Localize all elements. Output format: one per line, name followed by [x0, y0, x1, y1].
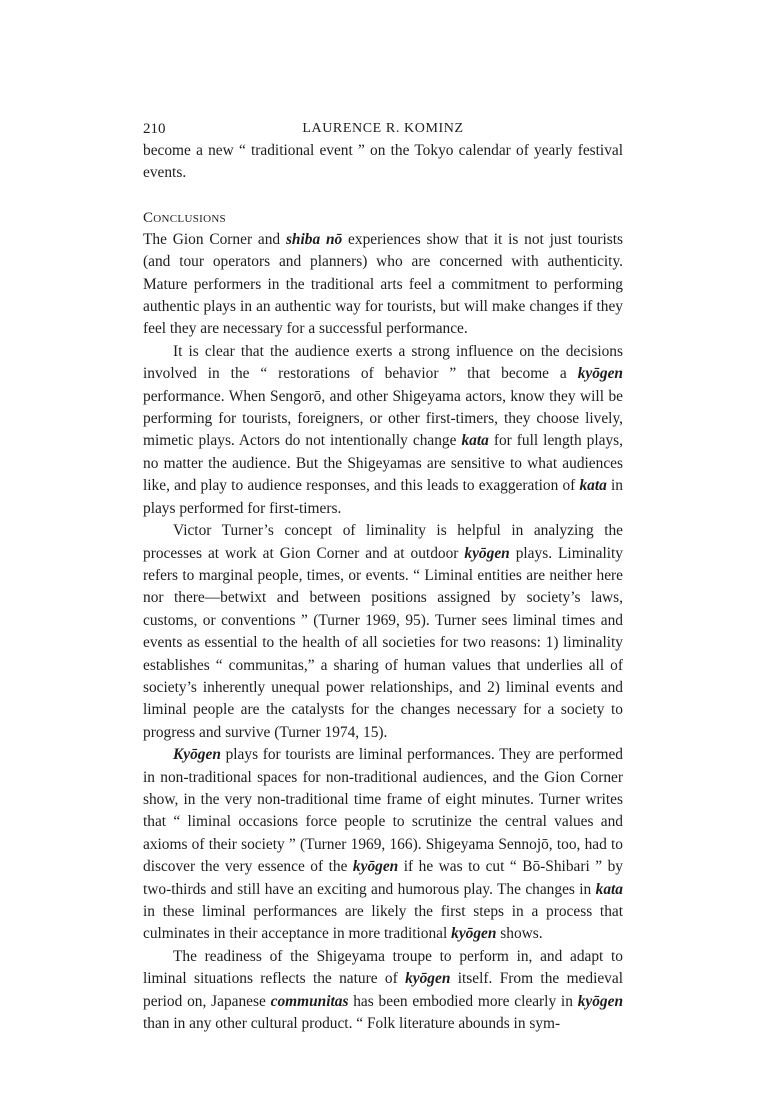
- text-segment: plays. Liminality refers to marginal people, times, or events. “ Liminal entities are neither here nor there—betwixt and between positions assigned by society’s laws, customs, or conventions ” (Turner 1969, 95). Turner sees liminal times and events as essential to the health of all societies for two reasons: 1) liminality establishes “ communitas,” a sharing of human values that underlies all of society’s inherently unequal power relationships, and 2) liminal events and liminal people are the catalysts for the changes necessary for a society to progress and survive (Turner 1974, 15).: [143, 544, 623, 741]
- paragraph-4: [143, 520, 623, 744]
- italic-term: kyōgen: [464, 544, 510, 562]
- text-segment: become a new “ traditional event ” on the Tokyo calendar of yearly festival events.: [143, 142, 623, 182]
- running-head: [143, 118, 623, 140]
- italic-term: Kyōgen: [173, 746, 221, 764]
- article-body: [143, 140, 623, 1035]
- paragraph-3: [143, 341, 623, 520]
- running-head-author: LAURENCE R. KOMINZ: [302, 121, 464, 136]
- text-segment: The Gion Corner and: [143, 230, 286, 248]
- text-segment: itself. From the medieval period on, Japanese: [143, 970, 623, 1010]
- text-segment: Victor Turner’s concept of liminality is helpful in analyzing the processes at work at Gion Corner and at outdoor: [143, 522, 623, 562]
- paragraph-6: [143, 946, 623, 1036]
- italic-term: kata: [461, 432, 489, 450]
- text-segment: than in any other cultural product. “ Folk literature abounds in sym-: [143, 1015, 561, 1033]
- book-page: [143, 118, 623, 1035]
- italic-term: kata: [579, 477, 607, 495]
- paragraph-2: [143, 229, 623, 341]
- text-segment: if he was to cut “ Bō-Shibari ” by two-thirds and still have an exciting and humorous play. The changes in: [143, 858, 623, 898]
- text-segment: has been embodied more clearly in: [348, 992, 578, 1010]
- italic-term: kyōgen: [577, 365, 623, 383]
- text-segment: shows.: [496, 925, 543, 943]
- text-segment: The readiness of the Shigeyama troupe to perform in, and adapt to liminal situations reflects the nature of: [143, 947, 623, 988]
- text-segment: in these liminal performances are likely the first steps in a process that culminates in their acceptance in more traditional: [143, 903, 623, 943]
- italic-term: shiba nō: [285, 230, 343, 248]
- italic-term: kata: [595, 880, 623, 898]
- text-segment: for full length plays, no matter the audience. But the Shigeyamas are sensitive to what audiences like, and play to audience responses, and this leads to exaggeration of: [143, 432, 623, 495]
- text-segment: plays for tourists are liminal performances. They are performed in non-traditional spaces for non-traditional audiences, and the Gion Corner show, in the very non-traditional time frame of eight minutes. Turner writes that “ liminal occasions force people to scrutinize the central values and axioms of their society ” (Turner 1969, 166). Shigeyama Sennojō, too, had to discover the very essence of the: [143, 746, 623, 876]
- text-segment: It is clear that the audience exerts a strong influence on the decisions involved in the “ restorations of behavior ” that become a: [143, 342, 623, 383]
- italic-term: kyōgen: [352, 858, 399, 876]
- italic-term: kyōgen: [451, 925, 497, 943]
- page-number: 210: [143, 121, 166, 137]
- italic-term: kyōgen: [577, 992, 624, 1010]
- text-segment: performance. When Sengorō, and other Shigeyama actors, know they will be performing for tourists, foreigners, or other first-timers, they choose lively, mimetic plays. Actors do not intentionally change: [143, 387, 623, 450]
- italic-term: kyōgen: [405, 970, 451, 988]
- section-heading-conclusions: Conclusions: [143, 209, 226, 226]
- text-segment: experiences show that it is not just tourists (and tour operators and planners) who are concerned with authenticity. Mature performers in the traditional arts feel a commitment to performing authentic plays in an authentic way for tourists, but will make changes if they feel they are necessary for a successful performance.: [143, 230, 624, 338]
- text-segment: in plays performed for first-timers.: [143, 477, 623, 517]
- paragraph-1: [143, 140, 623, 185]
- paragraph-5: [143, 744, 623, 946]
- italic-term: communitas: [270, 992, 349, 1010]
